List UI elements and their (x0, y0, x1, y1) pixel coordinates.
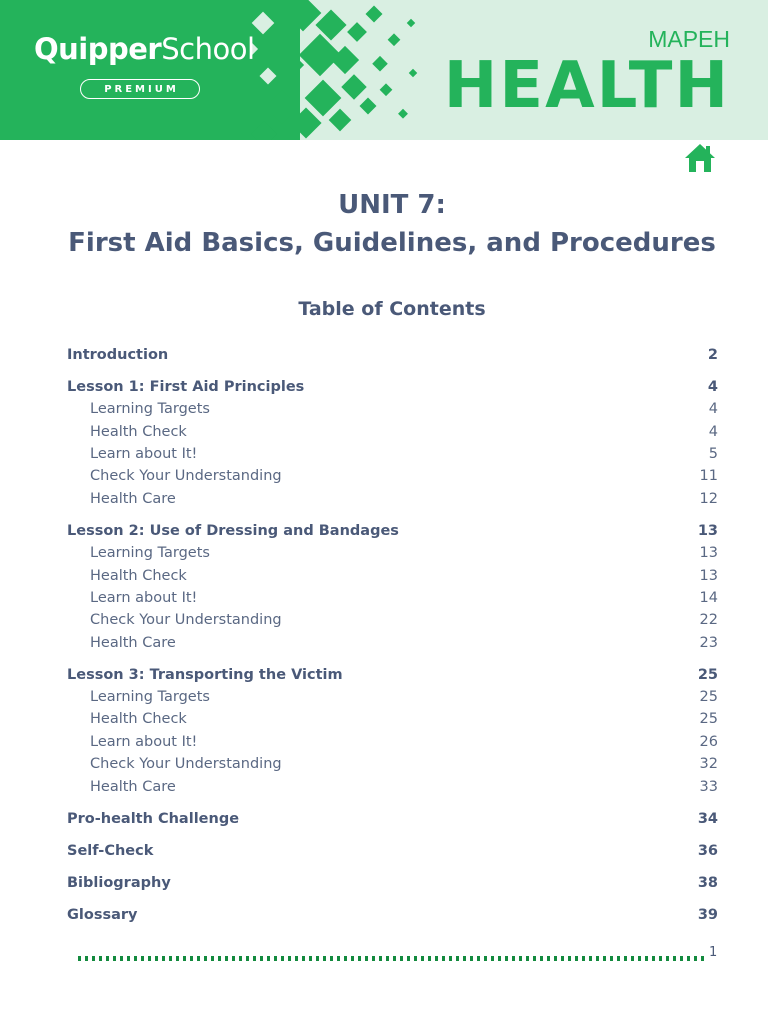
toc-entry-lesson-3[interactable] (67, 664, 718, 686)
toc-entry-glossary[interactable] (67, 904, 718, 926)
toc-subentry[interactable] (67, 465, 718, 487)
toc-title: Table of Contents (298, 298, 486, 320)
logo-school-text: School (161, 32, 255, 66)
toc-entry-introduction[interactable] (67, 344, 718, 366)
subject-label: MAPEH (648, 26, 730, 52)
toc-entry-page: 13 (697, 522, 718, 539)
toc-subentry-page: 25 (699, 711, 718, 728)
header-banner (0, 0, 768, 140)
toc-subentry-page: 25 (699, 689, 718, 706)
toc-subentry-label: Check Your Understanding (90, 612, 282, 629)
toc-subentry-page: 26 (699, 733, 718, 750)
unit-title: First Aid Basics, Guidelines, and Procedures (68, 228, 716, 258)
toc-entry-label: Self-Check (67, 842, 154, 859)
quipper-school-logo (34, 32, 255, 66)
toc-subentry-label: Learn about It! (90, 733, 198, 750)
toc-subentry-label: Health Care (90, 634, 176, 651)
toc-subentry-page: 4 (708, 401, 718, 418)
toc-subentry-label: Learn about It! (90, 445, 198, 462)
toc-entry-self-check[interactable] (67, 840, 718, 862)
toc-subentry[interactable] (67, 753, 718, 775)
toc-subentry[interactable] (67, 443, 718, 465)
toc-subentry-page: 22 (699, 612, 718, 629)
unit-heading (0, 186, 768, 262)
toc-subentry[interactable] (67, 542, 718, 564)
toc-subentry-page: 14 (699, 589, 718, 606)
toc-subentry-label: Health Care (90, 778, 176, 795)
toc-subentry-label: Health Check (90, 711, 187, 728)
toc-subentry-page: 5 (708, 445, 718, 462)
toc-entry-label: Introduction (67, 347, 169, 363)
toc-subentry[interactable] (67, 775, 718, 797)
toc-subentry[interactable] (67, 587, 718, 609)
diamond-pattern (250, 0, 450, 140)
toc-entry-label: Lesson 1: First Aid Principles (67, 379, 305, 395)
page-number: 1 (709, 945, 718, 960)
toc-entry-label: Lesson 2: Use of Dressing and Bandages (67, 522, 399, 539)
toc-entry-page: 34 (697, 810, 718, 827)
toc-entry-lesson-1[interactable] (67, 376, 718, 398)
toc-subentry-label: Health Check (90, 567, 187, 584)
logo-quipper-text: Quipper (34, 32, 162, 66)
toc-subentry-label: Learn about It! (90, 589, 198, 606)
toc-subentry-label: Check Your Understanding (90, 756, 282, 773)
toc-subentry-label: Check Your Understanding (90, 468, 282, 485)
toc-subentry[interactable] (67, 398, 718, 420)
toc-entry-label: Pro-health Challenge (67, 810, 240, 827)
toc-subentry[interactable] (67, 420, 718, 442)
toc-subentry-label: Learning Targets (90, 401, 210, 418)
toc-subentry-label: Learning Targets (90, 689, 210, 706)
toc-entry-page: 38 (697, 874, 718, 891)
toc-subentry-label: Learning Targets (90, 545, 210, 562)
toc-entry-label: Glossary (67, 906, 138, 923)
toc-subentry-page: 32 (699, 756, 718, 773)
toc-entry-label: Lesson 3: Transporting the Victim (67, 666, 343, 683)
subject-title: HEALTH (443, 49, 730, 123)
toc-entry-label: Bibliography (67, 874, 171, 891)
toc-entry-page: 4 (707, 379, 718, 395)
toc-subentry[interactable] (67, 609, 718, 631)
toc-subentry-label: Health Check (90, 423, 187, 440)
toc-subentry[interactable] (67, 632, 718, 654)
premium-badge: PREMIUM (80, 79, 200, 99)
toc-subentry-label: Health Care (90, 490, 176, 507)
toc-subentry-page: 23 (699, 634, 718, 651)
toc-entry-page: 25 (697, 666, 718, 683)
toc-subentry-page: 13 (699, 545, 718, 562)
toc-subentry[interactable] (67, 488, 718, 510)
footer-dotted-line (78, 956, 707, 961)
toc-subentry-page: 13 (699, 567, 718, 584)
toc-subentry[interactable] (67, 564, 718, 586)
unit-number: UNIT 7: (338, 190, 446, 220)
toc-entry-lesson-2[interactable] (67, 520, 718, 542)
table-of-contents (67, 344, 718, 926)
toc-subentry[interactable] (67, 731, 718, 753)
toc-subentry[interactable] (67, 708, 718, 730)
toc-subentry[interactable] (67, 686, 718, 708)
home-icon[interactable] (683, 141, 717, 175)
toc-subentry-page: 12 (699, 490, 718, 507)
toc-entry-bibliography[interactable] (67, 872, 718, 894)
toc-entry-page: 36 (697, 842, 718, 859)
toc-entry-page: 39 (697, 906, 718, 923)
toc-entry-pro-health-challenge[interactable] (67, 808, 718, 830)
toc-subentry-page: 33 (699, 778, 718, 795)
toc-subentry-page: 11 (699, 468, 718, 485)
toc-subentry-page: 4 (708, 423, 718, 440)
toc-entry-page: 2 (707, 347, 718, 363)
